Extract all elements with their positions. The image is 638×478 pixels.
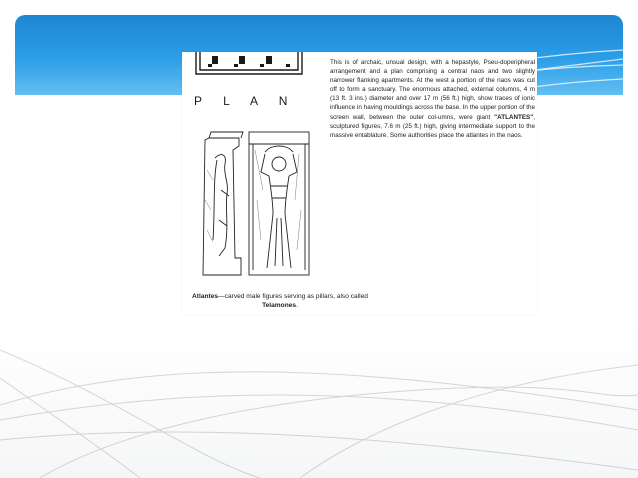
plan-label: P L A N <box>194 94 297 108</box>
caption-end: . <box>296 302 298 309</box>
caption-term: Atlantes <box>192 293 219 300</box>
caption-text: —carved male figures serving as pillars, also called <box>218 293 368 300</box>
scanned-document <box>182 52 537 315</box>
atlantes-sketch <box>199 130 314 278</box>
figure-caption <box>190 292 370 310</box>
atlantes-emphasis: "ATLANTES" <box>494 113 534 121</box>
temple-plan-drawing <box>194 52 304 86</box>
description-text-part1: This is of archaic, unsual design, with a hepastyle, Pseu-doperipheral arrangement and a plan comprising a central naos and two slightly narrower flanking apartments. At the west a portion of the naos was cut off to form a sanctuary. The enormous attached, external columns, 4 m (13 ft. 3 ins.) diameter and over 17 m (56 ft.) high, show traces of ionic influence in having mouldings across the base. In the upper portion of the screen wall, between the outer col-umns, were giant <box>330 59 535 121</box>
caption-alt-term: Telamones <box>262 302 297 309</box>
description-text-part2: , sculptured figures, 7.6 m (25 ft.) high, giving intermediate support to the massive entablature. Some authorities place the atlantes in the naos. <box>330 113 535 139</box>
description-paragraph <box>330 58 535 140</box>
